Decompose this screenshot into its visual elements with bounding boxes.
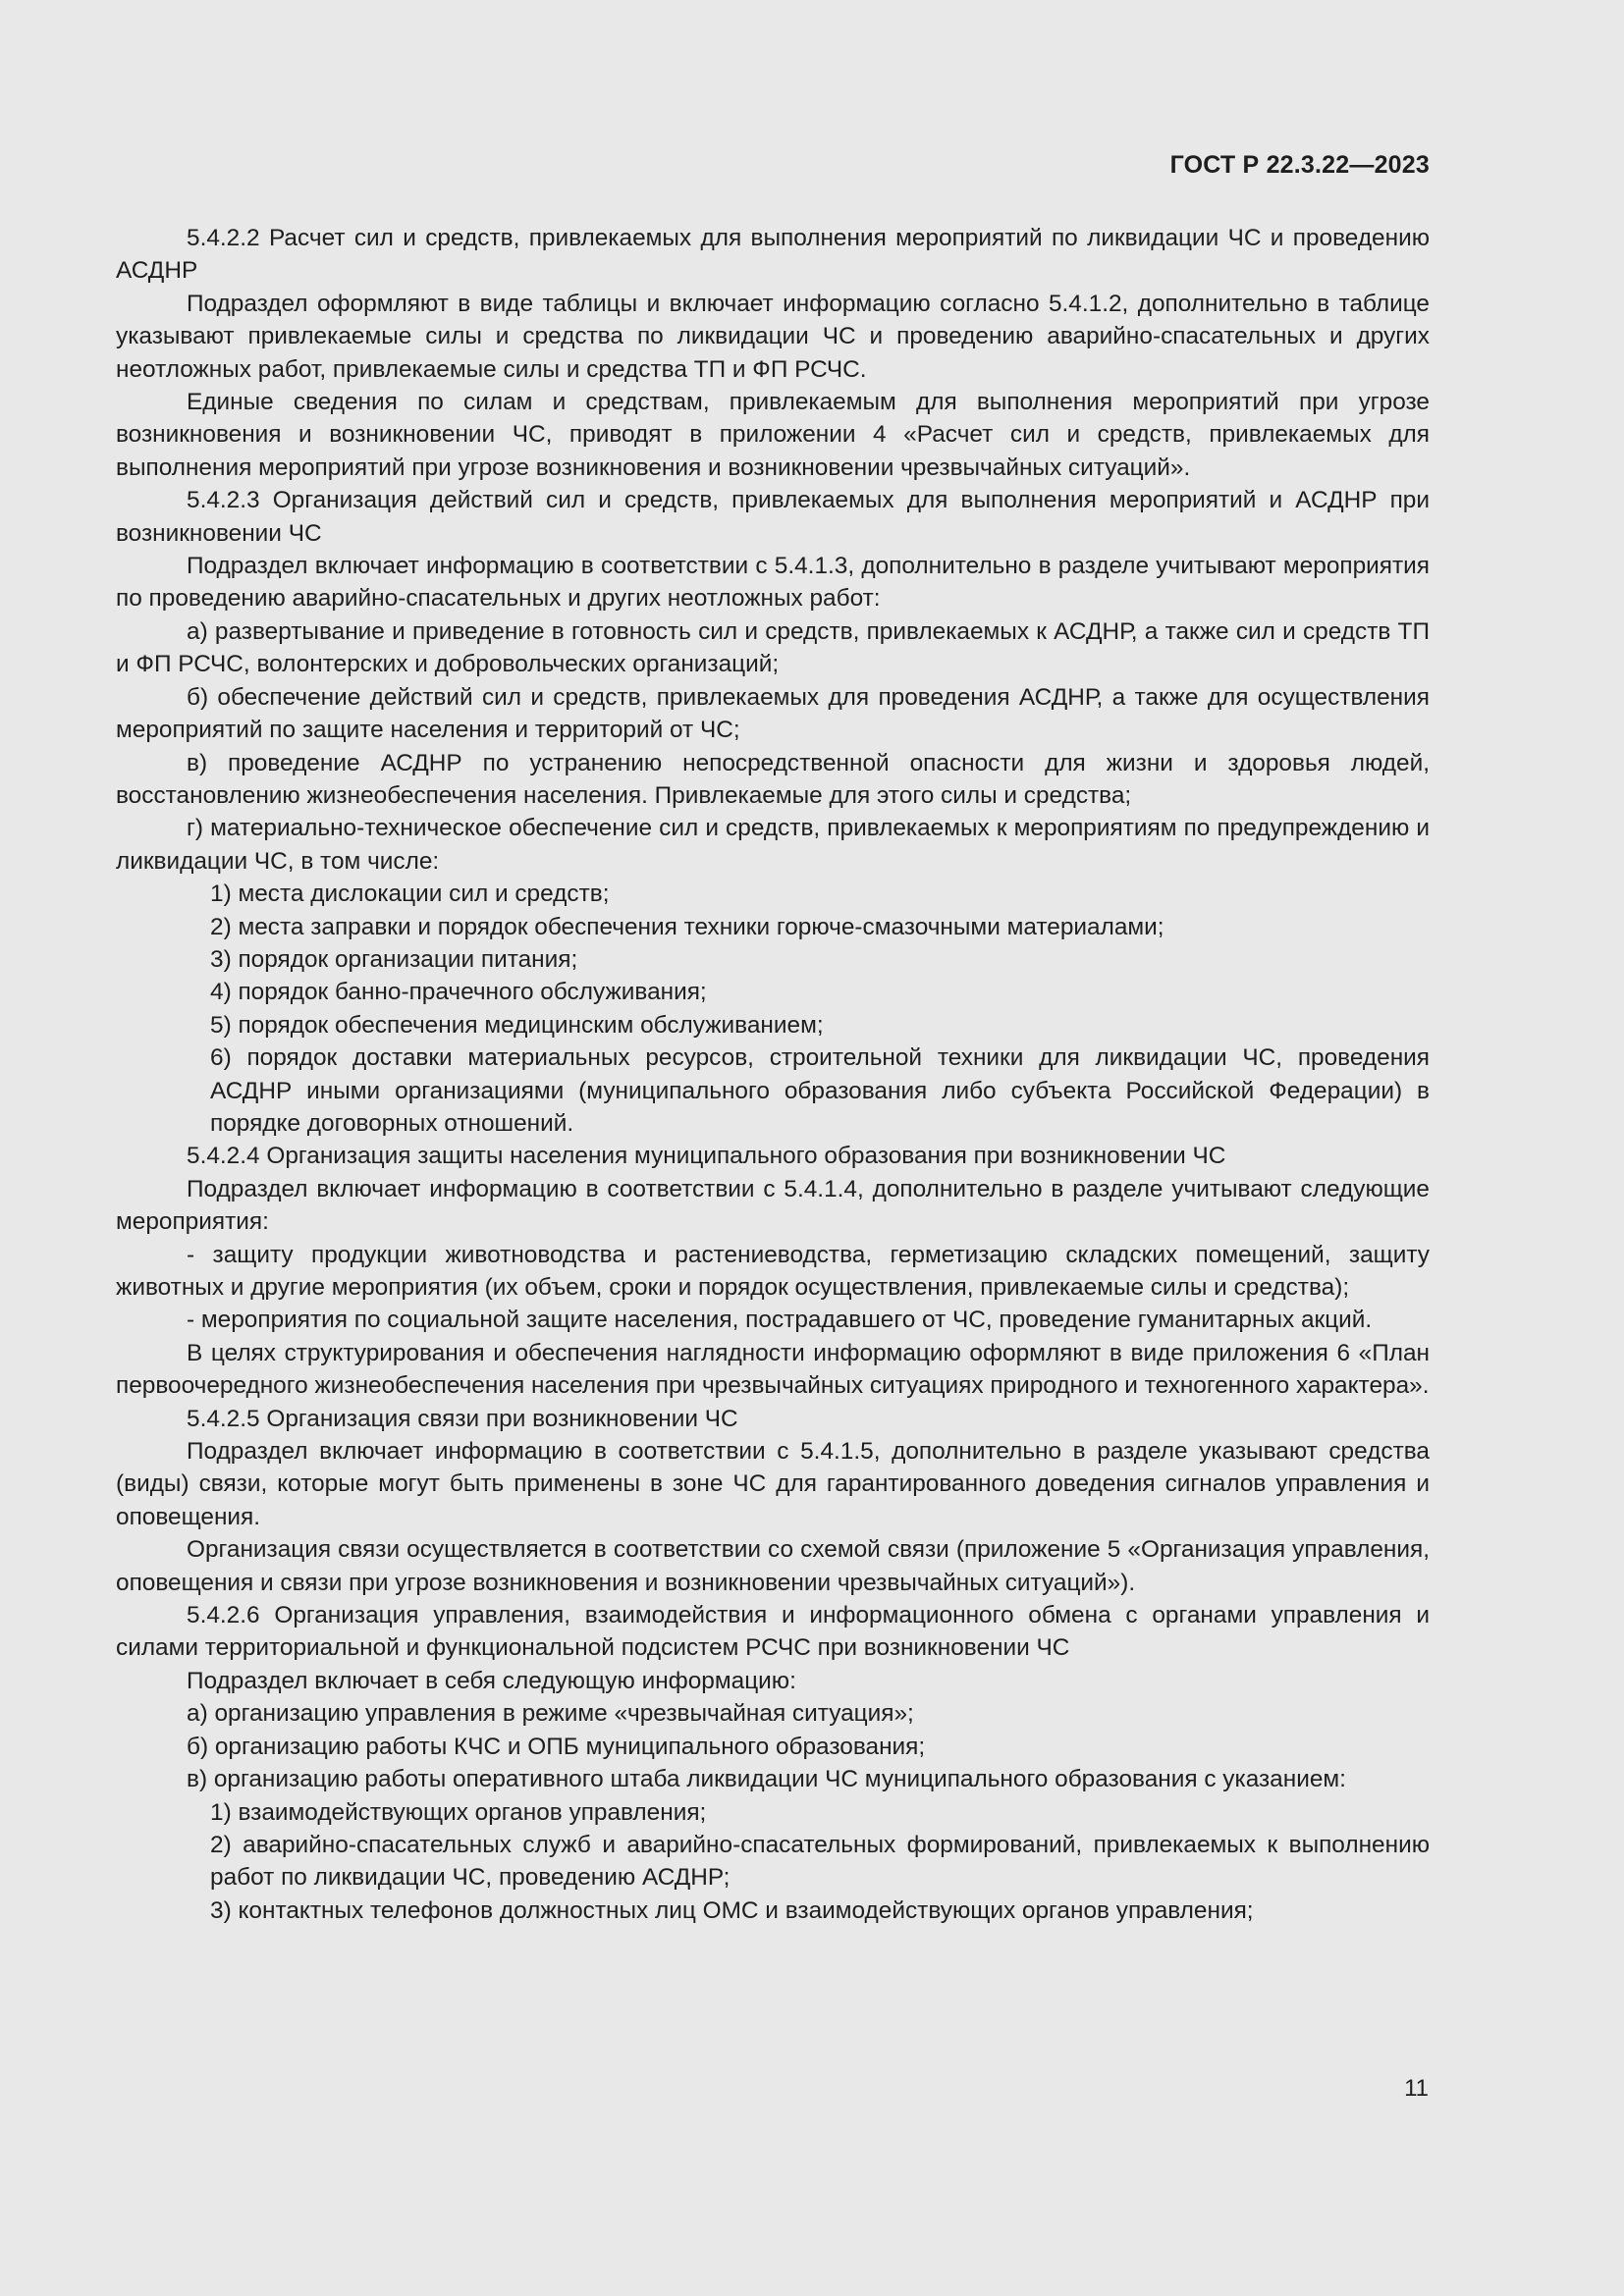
- list-item: 6) порядок доставки материальных ресурсов, строительной техники для ликвидации ЧС, проведения АСДНР иными организациями (муниципального образования либо субъекта Российской Федерации) в порядке договорных отношений.: [210, 1044, 1430, 1137]
- paragraph: в) проведение АСДНР по устранению непосредственной опасности для жизни и здоровья людей, восстановлению жизнеобеспечения населения. Привлекаемые для этого силы и средства;: [116, 749, 1430, 809]
- paragraph: а) организацию управления в режиме «чрезвычайная ситуация»;: [187, 1700, 914, 1728]
- list-item: 4) порядок банно-прачечного обслуживания;: [210, 979, 707, 1006]
- paragraph: В целях структурирования и обеспечения наглядности информацию оформляют в виде приложения 6 «План первоочередного жизнеобеспечения населения при чрезвычайных ситуациях природного и техногенного характера».: [116, 1339, 1430, 1400]
- paragraph: 5.4.2.4 Организация защиты населения муниципального образования при возникновении ЧС: [187, 1143, 1226, 1170]
- paragraph: - защиту продукции животноводства и растениеводства, герметизацию складских помещений, защиту животных и другие мероприятия (их объем, сроки и порядок осуществления, привлекаемые силы и средства);: [116, 1241, 1430, 1301]
- paragraph: 5.4.2.2 Расчет сил и средств, привлекаемых для выполнения мероприятий по ликвидации ЧС и проведению АСДНР: [116, 225, 1430, 285]
- document-number: ГОСТ Р 22.3.22—2023: [1169, 151, 1430, 179]
- list-item: 3) порядок организации питания;: [210, 945, 578, 973]
- paragraph: б) обеспечение действий сил и средств, привлекаемых для проведения АСДНР, а также для осуществления мероприятий по защите населения и территорий от ЧС;: [116, 683, 1430, 744]
- paragraph: Подраздел включает в себя следующую информацию:: [187, 1667, 796, 1694]
- paragraph: г) материально-техническое обеспечение сил и средств, привлекаемых к мероприятиям по предупреждению и ликвидации ЧС, в том числе:: [116, 815, 1430, 875]
- paragraph: Подраздел оформляют в виде таблицы и включает информацию согласно 5.4.1.2, дополнительно в таблице указывают привлекаемые силы и средства по ликвидации ЧС и проведению аварийно-спасательных и других неотложных работ, привлекаемые силы и средства ТП и ФП РСЧС.: [116, 290, 1430, 383]
- page-number: 11: [1404, 2075, 1429, 2102]
- paragraph: а) развертывание и приведение в готовность сил и средств, привлекаемых к АСДНР, а также сил и средств ТП и ФП РСЧС, волонтерских и добровольческих организаций;: [116, 617, 1430, 678]
- list-item: 3) контактных телефонов должностных лиц ОМС и взаимодействующих органов управления;: [210, 1896, 1254, 1924]
- list-item: 1) взаимодействующих органов управления;: [210, 1798, 707, 1826]
- paragraph: 5.4.2.5 Организация связи при возникновении ЧС: [187, 1405, 738, 1432]
- paragraph: в) организацию работы оперативного штаба ликвидации ЧС муниципального образования с указанием:: [187, 1766, 1346, 1793]
- list-item: 2) места заправки и порядок обеспечения техники горюче-смазочными материалами;: [210, 913, 1164, 940]
- paragraph: - мероприятия по социальной защите населения, пострадавшего от ЧС, проведение гуманитарных акций.: [187, 1307, 1373, 1334]
- paragraph: б) организацию работы КЧС и ОПБ муниципального образования;: [187, 1733, 926, 1760]
- paragraph: Подраздел включает информацию в соответствии с 5.4.1.3, дополнительно в разделе учитывают мероприятия по проведению аварийно-спасательных и других неотложных работ:: [116, 553, 1430, 613]
- list-item: 5) порядок обеспечения медицинским обслуживанием;: [210, 1011, 824, 1039]
- paragraph: Подраздел включает информацию в соответствии с 5.4.1.4, дополнительно в разделе учитывают следующие мероприятия:: [116, 1175, 1430, 1236]
- paragraph: Единые сведения по силам и средствам, привлекаемым для выполнения мероприятий при угрозе возникновения и возникновении ЧС, приводят в приложении 4 «Расчет сил и средств, привлекаемых для выполнения мероприятий при угрозе возникновения и возникновении чрезвычайных ситуаций».: [116, 389, 1430, 481]
- paragraph: Организация связи осуществляется в соответствии со схемой связи (приложение 5 «Организация управления, оповещения и связи при угрозе возникновения и возникновении чрезвычайных ситуаций»).: [116, 1536, 1430, 1596]
- list-item: 2) аварийно-спасательных служб и аварийно-спасательных формирований, привлекаемых к выполнению работ по ликвидации ЧС, проведению АСДНР;: [210, 1831, 1430, 1892]
- list-item: 1) места дислокации сил и средств;: [210, 881, 610, 908]
- paragraph: 5.4.2.6 Организация управления, взаимодействия и информационного обмена с органами управления и силами территориальной и функциональной подсистем РСЧС при возникновении ЧС: [116, 1602, 1430, 1662]
- document-body: [116, 222, 1430, 1927]
- paragraph: Подраздел включает информацию в соответствии с 5.4.1.5, дополнительно в разделе указывают средства (виды) связи, которые могут быть применены в зоне ЧС для гарантированного доведения сигналов управления и оповещения.: [116, 1438, 1430, 1530]
- paragraph: 5.4.2.3 Организация действий сил и средств, привлекаемых для выполнения мероприятий и АСДНР при возникновении ЧС: [116, 487, 1430, 547]
